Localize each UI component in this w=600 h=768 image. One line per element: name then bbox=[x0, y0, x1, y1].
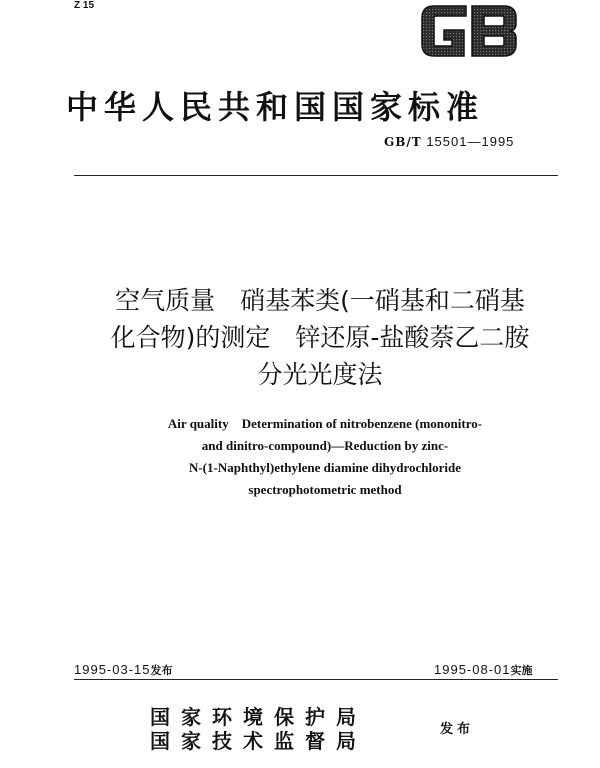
issuer-1: 国家环境保护局 bbox=[150, 705, 367, 729]
chinese-title bbox=[70, 282, 570, 393]
implementation-date-label: 实施 bbox=[510, 664, 533, 677]
english-title-line-3: N-(1-Naphthyl)ethylene diamine dihydrochloride bbox=[188, 460, 462, 475]
issue-date bbox=[74, 662, 173, 679]
issuing-authorities bbox=[150, 705, 367, 753]
chinese-title-line-3: 分光光度法 bbox=[257, 360, 383, 389]
issuer-2: 国家技术监督局 bbox=[150, 729, 367, 753]
footer-divider bbox=[74, 679, 558, 680]
standard-number-prefix: GB/T bbox=[384, 135, 422, 149]
issue-date-label: 发布 bbox=[150, 664, 173, 677]
chinese-title-line-1: 空气质量 硝基苯类(一硝基和二硝基 bbox=[115, 286, 525, 315]
english-title-line-1: Air quality Determination of nitrobenzene (mononitro- bbox=[167, 416, 483, 431]
gb-logo bbox=[414, 0, 524, 60]
english-title bbox=[90, 413, 560, 501]
standard-number bbox=[384, 134, 514, 150]
implementation-date-value: 1995-08-01 bbox=[434, 662, 511, 677]
classification-code: Z 15 bbox=[74, 0, 95, 11]
english-title-line-4: spectrophotometric method bbox=[248, 482, 402, 497]
chinese-title-line-2: 化合物)的测定 锌还原-盐酸萘乙二胺 bbox=[110, 323, 530, 352]
standard-number-value: 15501—1995 bbox=[426, 134, 515, 149]
national-standard-title: 中华人民共和国国家标准 bbox=[66, 88, 485, 126]
implementation-date bbox=[434, 662, 533, 679]
issued-by-label: 发布 bbox=[440, 722, 475, 737]
english-title-line-2: and dinitro-compound)—Reduction by zinc- bbox=[201, 438, 449, 453]
issue-date-value: 1995-03-15 bbox=[74, 662, 151, 677]
header-divider bbox=[74, 175, 558, 176]
